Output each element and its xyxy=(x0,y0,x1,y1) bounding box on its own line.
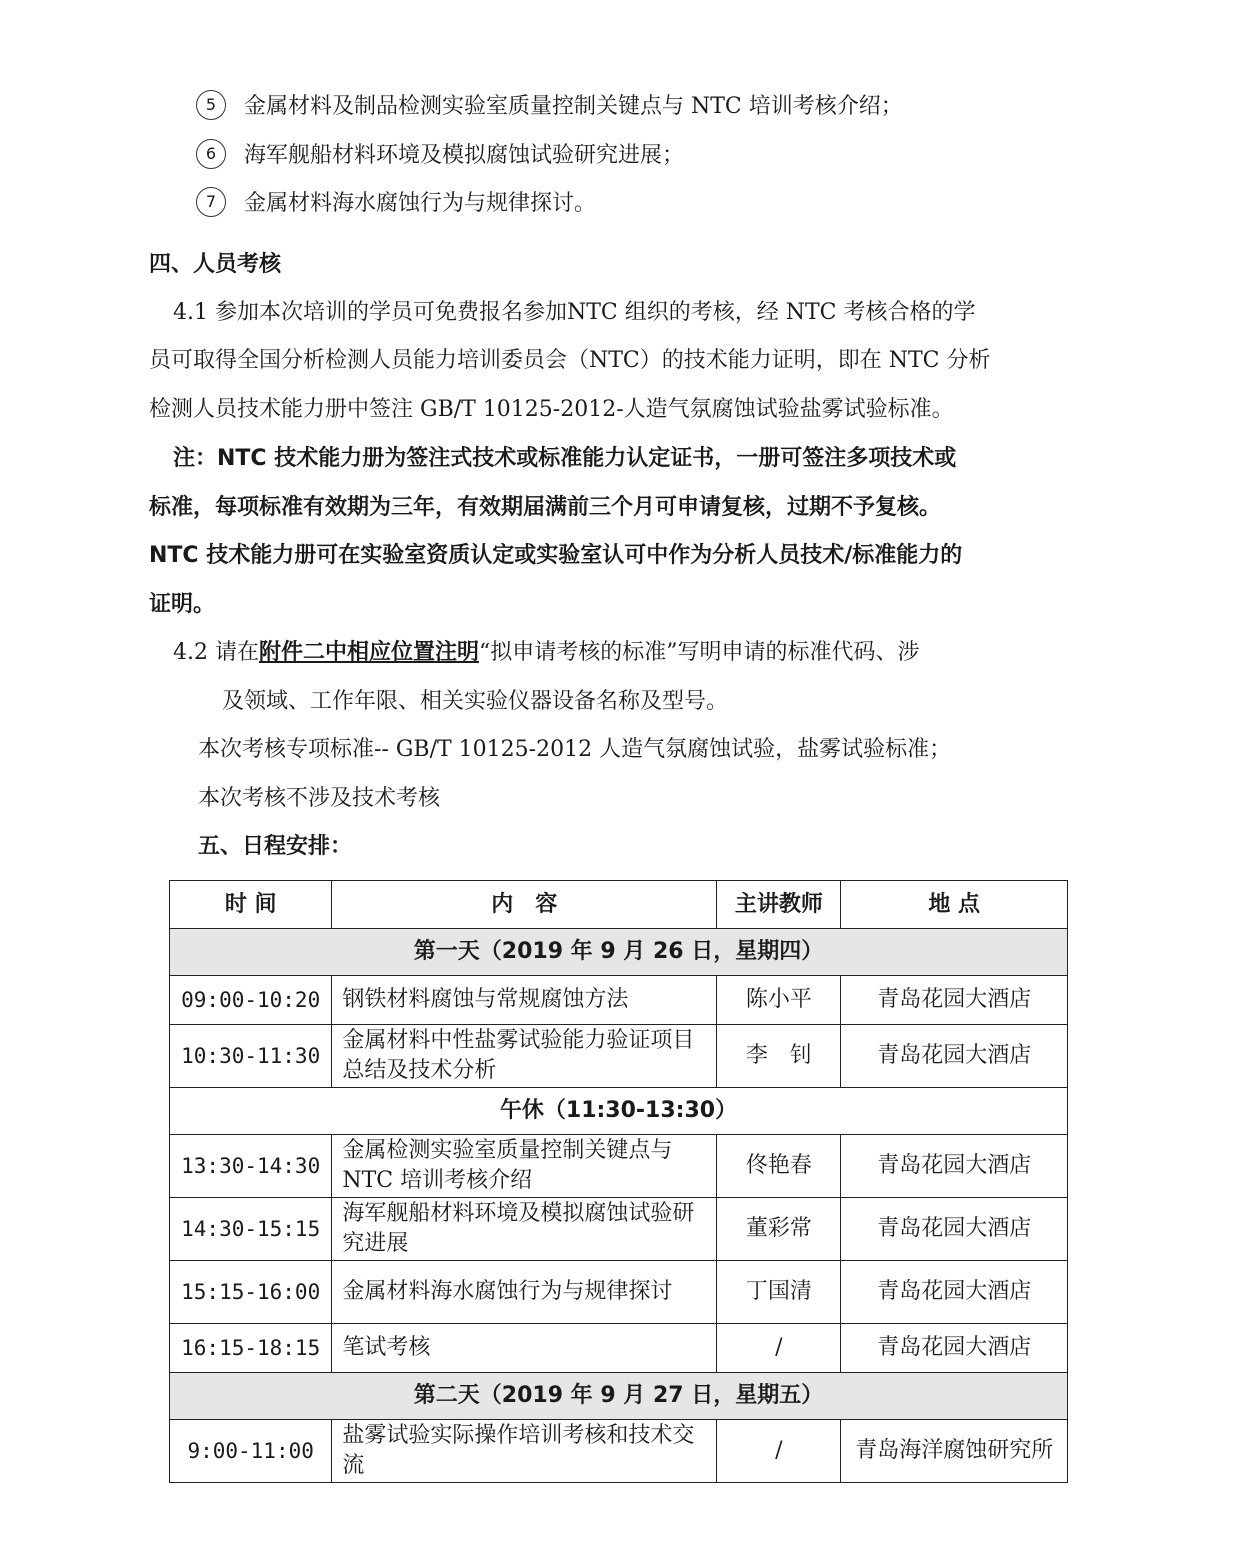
cell-teacher: 丁国清 xyxy=(717,1261,841,1324)
cell-teacher: 李 钊 xyxy=(717,1025,841,1088)
para-4-2-line-2: 及领域、工作年限、相关实验仪器设备名称及型号。 xyxy=(222,689,729,714)
day-1-label: 第一天（2019 年 9 月 26 日，星期四） xyxy=(170,929,1068,976)
section-5-heading: 五、日程安排： xyxy=(198,834,353,859)
cell-teacher: / xyxy=(717,1420,841,1483)
list-item-7 xyxy=(196,189,596,219)
cell-time: 13:30-14:30 xyxy=(170,1135,332,1198)
attachment-reference: 附件二中相应位置注明 xyxy=(258,640,479,665)
lunch-break-label: 午休（11:30-13:30） xyxy=(170,1088,1068,1135)
cell-teacher: 陈小平 xyxy=(717,976,841,1025)
cell-place: 青岛海洋腐蚀研究所 xyxy=(841,1420,1068,1483)
section-4-heading: 四、人员考核 xyxy=(149,252,282,277)
cell-content: 海军舰船材料环境及模拟腐蚀试验研究进展 xyxy=(332,1198,717,1261)
para-4-2-prefix: 4.2 请在 xyxy=(173,640,259,665)
para-4-1-line-2: 员可取得全国分析检测人员能力培训委员会（NTC）的技术能力证明，即在 NTC 分析 xyxy=(149,348,991,373)
cell-time: 09:00-10:20 xyxy=(170,976,332,1025)
table-row xyxy=(170,1135,1068,1198)
circled-number: 6 xyxy=(196,139,226,169)
cell-place: 青岛花园大酒店 xyxy=(841,1261,1068,1324)
cell-content: 金属材料中性盐雾试验能力验证项目总结及技术分析 xyxy=(332,1025,717,1088)
day-2-label: 第二天（2019 年 9 月 27 日，星期五） xyxy=(170,1373,1068,1420)
table-row xyxy=(170,1261,1068,1324)
header-time: 时 间 xyxy=(170,881,332,929)
list-item-text: 海军舰船材料环境及模拟腐蚀试验研究进展； xyxy=(244,143,685,168)
cell-content: 金属材料海水腐蚀行为与规律探讨 xyxy=(332,1261,717,1324)
exam-scope-line: 本次考核不涉及技术考核 xyxy=(198,786,441,811)
lunch-break-row xyxy=(170,1088,1068,1135)
cell-teacher: / xyxy=(717,1324,841,1373)
cell-content: 钢铁材料腐蚀与常规腐蚀方法 xyxy=(332,976,717,1025)
exam-standard-line: 本次考核专项标准-- GB/T 10125-2012 人造气氛腐蚀试验，盐雾试验标准； xyxy=(198,737,952,762)
table-header-row xyxy=(170,881,1068,929)
para-4-1-line-3: 检测人员技术能力册中签注 GB/T 10125-2012-人造气氛腐蚀试验盐雾试验标准。 xyxy=(149,397,954,422)
list-item-text: 金属材料及制品检测实验室质量控制关键点与 NTC 培训考核介绍； xyxy=(244,94,903,119)
cell-time: 10:30-11:30 xyxy=(170,1025,332,1088)
cell-time: 14:30-15:15 xyxy=(170,1198,332,1261)
schedule-table xyxy=(169,880,1068,1483)
cell-place: 青岛花园大酒店 xyxy=(841,976,1068,1025)
list-item-5 xyxy=(196,92,903,122)
table-row xyxy=(170,1420,1068,1483)
note-line-4: 证明。 xyxy=(149,592,216,617)
cell-content: 金属检测实验室质量控制关键点与 NTC 培训考核介绍 xyxy=(332,1135,717,1198)
para-4-2-line-1 xyxy=(173,638,920,668)
cell-time: 16:15-18:15 xyxy=(170,1324,332,1373)
cell-time: 9:00-11:00 xyxy=(170,1420,332,1483)
cell-place: 青岛花园大酒店 xyxy=(841,1025,1068,1088)
cell-teacher: 佟艳春 xyxy=(717,1135,841,1198)
para-4-2-suffix: “拟申请考核的标准”写明申请的标准代码、涉 xyxy=(479,640,920,665)
table-row xyxy=(170,1324,1068,1373)
day-1-row xyxy=(170,929,1068,976)
cell-place: 青岛花园大酒店 xyxy=(841,1135,1068,1198)
cell-teacher: 董彩常 xyxy=(717,1198,841,1261)
circled-number: 7 xyxy=(196,187,226,217)
header-place: 地 点 xyxy=(841,881,1068,929)
cell-place: 青岛花园大酒店 xyxy=(841,1198,1068,1261)
note-line-1: 注：NTC 技术能力册为签注式技术或标准能力认定证书，一册可签注多项技术或 xyxy=(173,446,957,471)
header-content: 内 容 xyxy=(332,881,717,929)
note-line-3: NTC 技术能力册可在实验室资质认定或实验室认可中作为分析人员技术/标准能力的 xyxy=(149,543,963,568)
header-teacher: 主讲教师 xyxy=(717,881,841,929)
cell-place: 青岛花园大酒店 xyxy=(841,1324,1068,1373)
table-row xyxy=(170,1025,1068,1088)
cell-content: 盐雾试验实际操作培训考核和技术交流 xyxy=(332,1420,717,1483)
table-row xyxy=(170,976,1068,1025)
note-line-2: 标准，每项标准有效期为三年，有效期届满前三个月可申请复核，过期不予复核。 xyxy=(149,495,942,520)
list-item-text: 金属材料海水腐蚀行为与规律探讨。 xyxy=(244,191,597,216)
day-2-row xyxy=(170,1373,1068,1420)
table-row xyxy=(170,1198,1068,1261)
para-4-1-line-1: 4.1 参加本次培训的学员可免费报名参加NTC 组织的考核，经 NTC 考核合格的学 xyxy=(173,300,976,325)
cell-time: 15:15-16:00 xyxy=(170,1261,332,1324)
cell-content: 笔试考核 xyxy=(332,1324,717,1373)
list-item-6 xyxy=(196,141,684,171)
circled-number: 5 xyxy=(196,90,226,120)
